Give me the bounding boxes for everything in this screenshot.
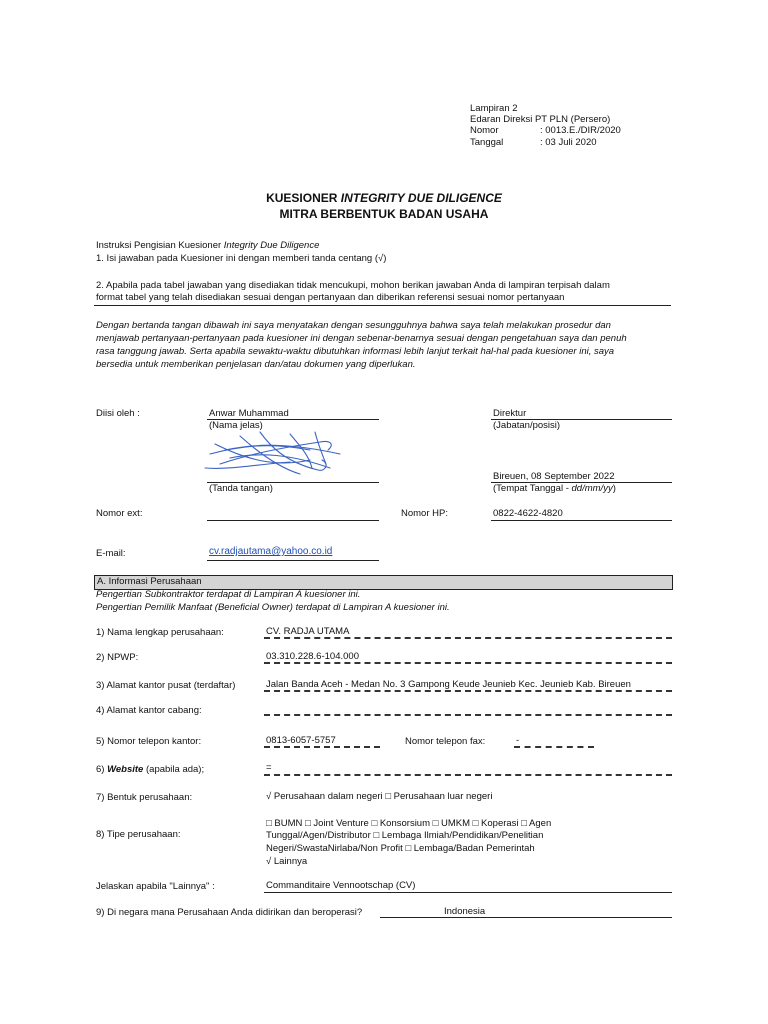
filled-by-label: Diisi oleh : [96, 408, 140, 419]
q6-label [96, 764, 204, 775]
q5-value[interactable]: 0813-6057-5757 [266, 735, 336, 746]
statement-line-1: Dengan bertanda tangan dibawah ini saya menyatakan dengan sesungguhnya bahwa saya telah melakukan prosedur dan [96, 320, 611, 331]
signature-image [200, 424, 360, 482]
document-title [0, 191, 768, 205]
title-prefix: KUESIONER [266, 191, 341, 205]
place-date[interactable]: Bireuen, 08 September 2022 [493, 471, 615, 482]
nomor-value: : 0013.E./DIR/2020 [540, 125, 621, 136]
nomor-label: Nomor [470, 125, 499, 136]
lainnya-value[interactable]: Commanditaire Vennootschap (CV) [266, 880, 416, 891]
instruction-1: 1. Isi jawaban pada Kuesioner ini dengan memberi tanda centang (√) [96, 253, 387, 264]
q8-options-line2[interactable]: Tunggal/Agen/Distributor □ Lembaga Ilmiah/Pendidikan/Penelitian [266, 830, 544, 841]
instructions-heading-italic: Integrity Due Diligence [223, 240, 320, 251]
divider [94, 305, 671, 306]
q9-value[interactable]: Indonesia [444, 906, 486, 917]
q6-website-text: Website [107, 764, 144, 775]
instruction-2-line2: format tabel yang telah disediakan sesuai dengan pertanyaan dan diberikan referensi sesuai nomor pertanyaan [96, 292, 565, 303]
document-subtitle: MITRA BERBENTUK BADAN USAHA [279, 207, 489, 221]
lainnya-label: Jelaskan apabila "Lainnya" : [96, 881, 215, 892]
instructions-heading [96, 240, 319, 251]
q3-value[interactable]: Jalan Banda Aceh - Medan No. 3 Gampong Keude Jeunieb Kec. Jeunieb Kab. Bireuen [266, 679, 631, 690]
q8-options-line4[interactable]: √ Lainnya [266, 856, 308, 867]
q6-number: 6) [96, 764, 108, 775]
hp-field-line [491, 520, 672, 521]
section-a-note-2: Pengertian Pemilik Manfaat (Beneficial Owner) terdapat di Lampiran A kuesioner ini. [96, 602, 450, 613]
circular-title: Edaran Direksi PT PLN (Persero) [470, 114, 611, 125]
email-field-line [207, 560, 379, 561]
fax-line [514, 746, 594, 748]
lainnya-line [264, 892, 672, 893]
q7-label: 7) Bentuk perusahaan: [96, 792, 193, 803]
statement-line-4: bersedia untuk memberikan penjelasan dan/atau dokumen yang diperlukan. [96, 359, 416, 370]
instruction-2-line1: 2. Apabila pada tabel jawaban yang disediakan tidak mencukupi, mohon berikan jawaban Anda di lampiran terpisah dalam [96, 280, 610, 291]
q8-options-line3[interactable]: Negeri/SwastaNirlaba/Non Profit □ Lembaga/Badan Pemerintah [266, 843, 535, 854]
date-format-text: dd/mm/yy [571, 483, 613, 494]
q5-label: 5) Nomor telepon kantor: [96, 736, 202, 747]
q9-line [380, 917, 672, 918]
signer-name-caption: (Nama jelas) [209, 420, 263, 431]
q3-line [264, 690, 672, 692]
attachment-number: Lampiran 2 [470, 103, 518, 114]
q2-line [264, 662, 672, 664]
q6-line [264, 774, 672, 776]
tanggal-value: : 03 Juli 2020 [540, 137, 597, 148]
signer-position[interactable]: Direktur [493, 408, 527, 419]
signature-caption: (Tanda tangan) [209, 483, 273, 494]
email-label: E-mail: [96, 548, 126, 559]
q3-label: 3) Alamat kantor pusat (terdaftar) [96, 680, 236, 691]
q7-options[interactable]: √ Perusahaan dalam negeri □ Perusahaan luar negeri [266, 791, 493, 802]
place-date-caption-text: (Tempat Tanggal - [493, 483, 572, 494]
tanggal-label: Tanggal [470, 137, 504, 148]
q1-value[interactable]: CV. RADJA UTAMA [266, 626, 350, 637]
statement-line-3: rasa tanggung jawab. Serta apabila sewaktu-waktu dibutuhkan informasi lebih lanjut terkait hal-hal pada kuesioner ini, saya [96, 346, 615, 357]
ext-field[interactable] [207, 520, 379, 521]
q1-line [264, 637, 672, 639]
hp-label: Nomor HP: [401, 508, 448, 519]
q2-label: 2) NPWP: [96, 652, 139, 663]
title-italic: INTEGRITY DUE DILIGENCE [340, 191, 502, 205]
q8-options-line1[interactable]: □ BUMN □ Joint Venture □ Konsorsium □ UMKM □ Koperasi □ Agen [266, 818, 552, 829]
signer-position-caption: (Jabatan/posisi) [493, 420, 561, 431]
fax-value[interactable]: - [516, 735, 520, 746]
hp-value[interactable]: 0822-4622-4820 [493, 508, 563, 519]
q5-line [264, 746, 380, 748]
q4-label: 4) Alamat kantor cabang: [96, 705, 202, 716]
place-date-caption [493, 483, 616, 494]
q9-label: 9) Di negara mana Perusahaan Anda didirikan dan beroperasi? [96, 907, 363, 918]
fax-label: Nomor telepon fax: [405, 736, 486, 747]
q8-label: 8) Tipe perusahaan: [96, 829, 181, 840]
q6-label-suffix: (apabila ada); [143, 764, 205, 775]
q1-label: 1) Nama lengkap perusahaan: [96, 627, 224, 638]
ext-label: Nomor ext: [96, 508, 143, 519]
place-date-caption-end: ) [612, 483, 616, 494]
section-a-note-1: Pengertian Subkontraktor terdapat di Lampiran A kuesioner ini. [96, 589, 361, 600]
signer-name[interactable]: Anwar Muhammad [209, 408, 289, 419]
statement-line-2: menjawab pertanyaan-pertanyaan pada kuesioner ini dengan sebenar-benarnya sesuai dengan pengetahuan saya dan penuh [96, 333, 627, 344]
q6-value[interactable]: = [266, 762, 272, 773]
q2-value[interactable]: 03.310.228.6-104.000 [266, 651, 359, 662]
instructions-heading-text: Instruksi Pengisian Kuesioner [96, 240, 224, 251]
section-a-title: A. Informasi Perusahaan [97, 576, 202, 587]
q4-line[interactable] [264, 714, 672, 716]
email-link[interactable]: cv.radjautama@yahoo.co.id [209, 546, 333, 557]
